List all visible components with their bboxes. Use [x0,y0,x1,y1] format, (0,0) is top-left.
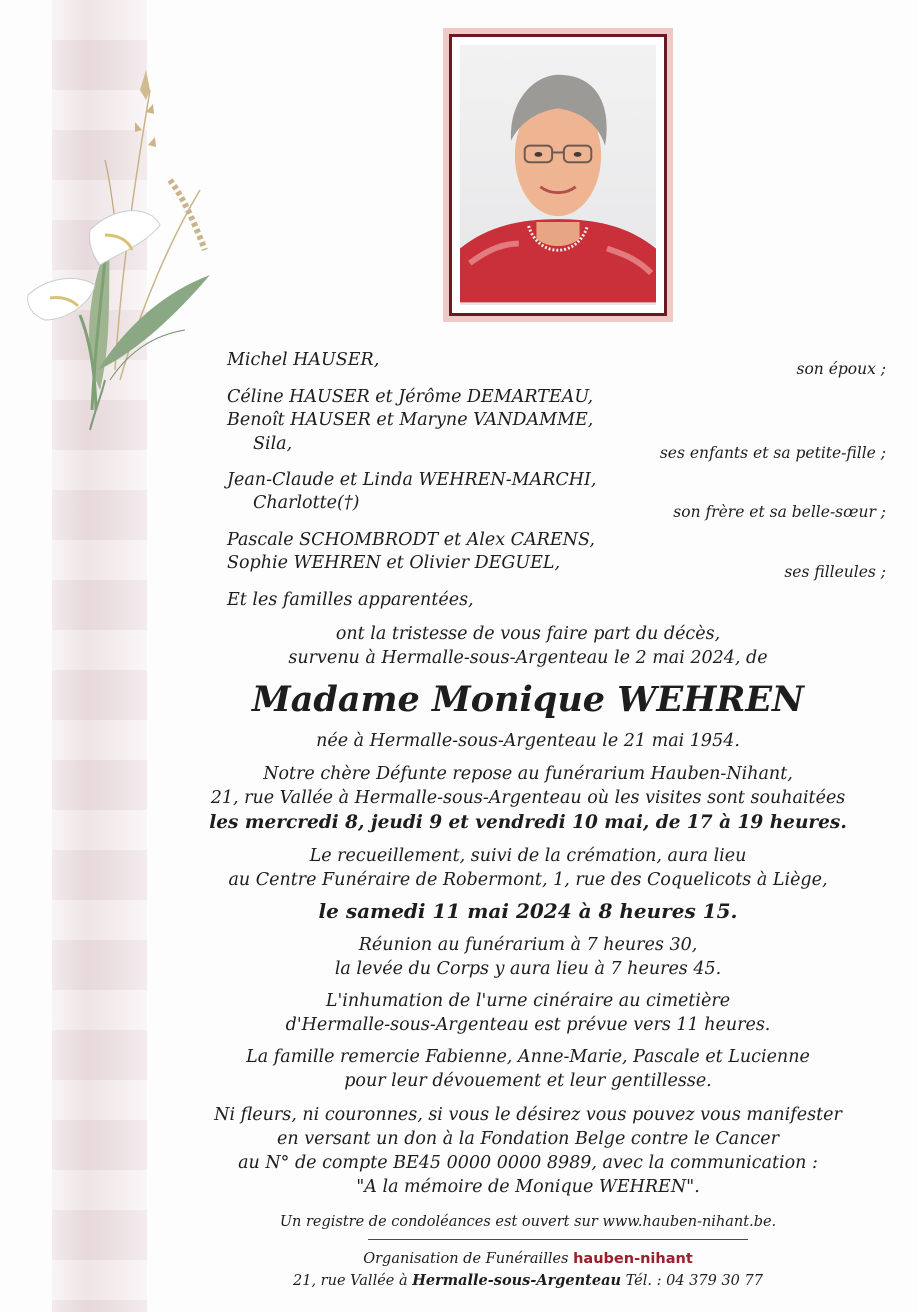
family-line-1: Michel HAUSER, [227,350,380,370]
family-line-5: Jean-Claude et Linda WEHREN-MARCHI, [227,470,597,490]
details-line-2: 21, rue Vallée à Hermalle-sous-Argenteau où les visites sont souhaitées [210,788,846,808]
portrait-frame [443,28,673,322]
announcement-line-1: ont la tristesse de vous faire part du décès, [335,624,721,644]
calla-lily-wheat-illustration [20,50,220,450]
details-line-4: Le recueillement, suivi de la crémation, aura lieu [309,846,747,866]
relation-goddaughters: ses filleules ; [784,563,886,581]
ceremony-date: le samedi 11 mai 2024 à 8 heures 15. [318,899,738,923]
portrait-photo [460,45,656,305]
phone: Tél. : 04 379 30 77 [625,1273,763,1289]
family-line-8: Sophie WEHREN et Olivier DEGUEL, [227,553,561,573]
details-line-12: pour leur dévouement et leur gentillesse. [344,1071,712,1091]
family-line-3: Benoît HAUSER et Maryne VANDAMME, [227,410,594,430]
visiting-hours: les mercredi 8, jeudi 9 et vendredi 10 mai, de 17 à 19 heures. [209,812,847,833]
family-line-7: Pascale SCHOMBRODT et Alex CARENS, [227,530,595,550]
family-line-6: Charlotte(†) [253,493,360,513]
brand-logo-text: hauben-nihant [573,1251,693,1267]
details-line-9: L'inhumation de l'urne cinéraire au cimetière [325,991,731,1011]
details-line-5: au Centre Funéraire de Robermont, 1, rue des Coquelicots à Liège, [228,870,828,890]
footer-organisation [178,1248,878,1270]
birth-line: née à Hermalle-sous-Argenteau le 21 mai 1954. [316,731,740,751]
relation-spouse: son époux ; [796,360,886,378]
portrait-border [449,34,667,316]
family-line-9: Et les familles apparentées, [227,590,474,610]
details-line-1: Notre chère Défunte repose au funérarium Hauben-Nihant, [263,764,793,784]
family-line-2: Céline HAUSER et Jérôme DEMARTEAU, [227,387,594,407]
portrait-figure [460,45,656,305]
footer-divider [368,1239,748,1240]
announcement-line-2: survenu à Hermalle-sous-Argenteau le 2 mai 2024, de [288,648,768,668]
address-start: 21, rue Vallée à [293,1273,408,1289]
details-line-16: "A la mémoire de Monique WEHREN". [356,1177,700,1197]
family-line-4: Sila, [253,434,293,454]
details-line-11: La famille remercie Fabienne, Anne-Marie, Pascale et Lucienne [246,1047,810,1067]
address-town: Hermalle-sous-Argenteau [412,1272,622,1289]
details-line-7: Réunion au funérarium à 7 heures 30, [358,935,698,955]
details-line-15: au N° de compte BE45 0000 0000 8989, avec la communication : [238,1153,818,1173]
org-label: Organisation de Funérailles [363,1251,569,1267]
details-line-8: la levée du Corps y aura lieu à 7 heures 45. [334,959,722,979]
footer-address [178,1270,878,1292]
condolence-registry: Un registre de condoléances est ouvert sur www.hauben-nihant.be. [279,1214,777,1230]
relation-children: ses enfants et sa petite-fille ; [659,444,886,462]
deceased-name: Madame Monique WEHREN [251,679,805,720]
relation-sibling: son frère et sa belle-sœur ; [673,503,886,521]
details-line-14: en versant un don à la Fondation Belge contre le Cancer [277,1129,779,1149]
details-line-10: d'Hermalle-sous-Argenteau est prévue vers 11 heures. [285,1015,771,1035]
details-line-13: Ni fleurs, ni couronnes, si vous le désirez vous pouvez vous manifester [214,1105,842,1125]
